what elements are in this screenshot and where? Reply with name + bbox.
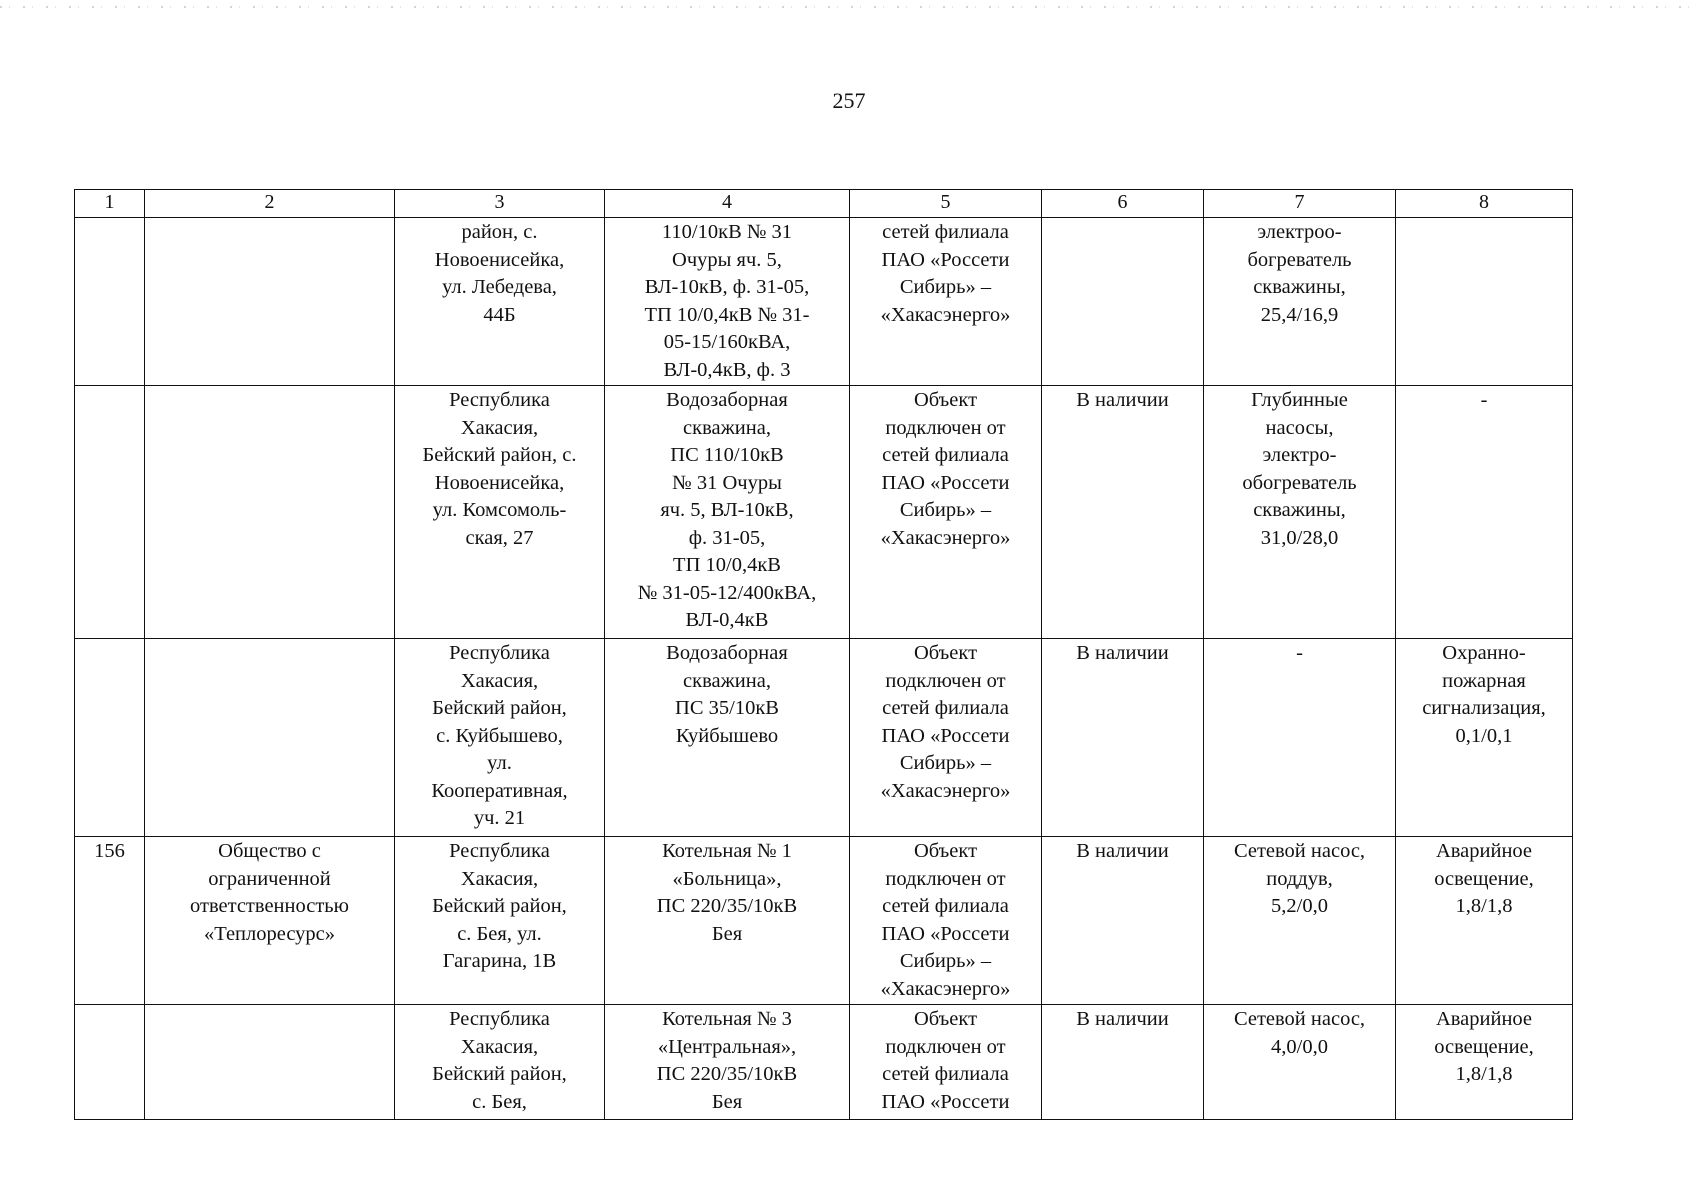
cell-supply-object: Котельная № 3 «Центральная», ПС 220/35/10кВ Бея <box>605 1005 850 1120</box>
cell-address: район, с. Новоенисейка, ул. Лебедева, 44Б <box>395 218 605 386</box>
cell-number <box>75 1005 145 1120</box>
cell-equipment: Глубинные насосы, электро- обогреватель скважины, 31,0/28,0 <box>1204 386 1396 639</box>
cell-supply-object: Водозаборная скважина, ПС 110/10кВ № 31 Очуры яч. 5, ВЛ-10кВ, ф. 31-05, ТП 10/0,4кВ № 31-05-12/400кВА, ВЛ-0,4кВ <box>605 386 850 639</box>
header-cell-8: 8 <box>1396 190 1573 218</box>
cell-organization <box>145 639 395 837</box>
header-cell-2: 2 <box>145 190 395 218</box>
cell-organization <box>145 1005 395 1120</box>
cell-other-equipment: - <box>1396 386 1573 639</box>
cell-equipment: Сетевой насос, 4,0/0,0 <box>1204 1005 1396 1120</box>
cell-connection: сетей филиала ПАО «Россети Сибирь» – «Хакасэнерго» <box>850 218 1042 386</box>
cell-address: Республика Хакасия, Бейский район, с. Куйбышево, ул. Кооперативная, уч. 21 <box>395 639 605 837</box>
cell-equipment: - <box>1204 639 1396 837</box>
header-cell-3: 3 <box>395 190 605 218</box>
header-cell-1: 1 <box>75 190 145 218</box>
cell-organization <box>145 218 395 386</box>
table-header-row <box>75 190 1573 218</box>
cell-other-equipment: Охранно- пожарная сигнализация, 0,1/0,1 <box>1396 639 1573 837</box>
table-row <box>75 1005 1573 1120</box>
table-row <box>75 218 1573 386</box>
cell-number <box>75 639 145 837</box>
cell-other-equipment: Аварийное освещение, 1,8/1,8 <box>1396 837 1573 1005</box>
table-row <box>75 639 1573 837</box>
cell-availability: В наличии <box>1042 837 1204 1005</box>
cell-availability: В наличии <box>1042 1005 1204 1120</box>
cell-organization: Общество с ограниченной ответственностью «Теплоресурс» <box>145 837 395 1005</box>
cell-address: Республика Хакасия, Бейский район, с. Бея, ул. Гагарина, 1В <box>395 837 605 1005</box>
header-cell-7: 7 <box>1204 190 1396 218</box>
cell-address: Республика Хакасия, Бейский район, с. Бея, <box>395 1005 605 1120</box>
table-row <box>75 386 1573 639</box>
cell-availability <box>1042 218 1204 386</box>
cell-equipment: электроо- богреватель скважины, 25,4/16,9 <box>1204 218 1396 386</box>
cell-connection: Объект подключен от сетей филиала ПАО «Россети Сибирь» – «Хакасэнерго» <box>850 386 1042 639</box>
cell-organization <box>145 386 395 639</box>
cell-number: 156 <box>75 837 145 1005</box>
header-cell-6: 6 <box>1042 190 1204 218</box>
scan-edge-noise <box>0 6 1698 8</box>
table-row <box>75 837 1573 1005</box>
page-number: 257 <box>832 88 866 113</box>
cell-availability: В наличии <box>1042 386 1204 639</box>
cell-connection: Объект подключен от сетей филиала ПАО «Россети <box>850 1005 1042 1120</box>
cell-availability: В наличии <box>1042 639 1204 837</box>
cell-supply-object: Водозаборная скважина, ПС 35/10кВ Куйбышево <box>605 639 850 837</box>
cell-connection: Объект подключен от сетей филиала ПАО «Россети Сибирь» – «Хакасэнерго» <box>850 639 1042 837</box>
cell-supply-object: 110/10кВ № 31 Очуры яч. 5, ВЛ-10кВ, ф. 31-05, ТП 10/0,4кВ № 31- 05-15/160кВА, ВЛ-0,4кВ, ф. 3 <box>605 218 850 386</box>
header-cell-4: 4 <box>605 190 850 218</box>
cell-number <box>75 218 145 386</box>
cell-equipment: Сетевой насос, поддув, 5,2/0,0 <box>1204 837 1396 1005</box>
cell-number <box>75 386 145 639</box>
cell-other-equipment: Аварийное освещение, 1,8/1,8 <box>1396 1005 1573 1120</box>
cell-supply-object: Котельная № 1 «Больница», ПС 220/35/10кВ Бея <box>605 837 850 1005</box>
cell-address: Республика Хакасия, Бейский район, с. Новоенисейка, ул. Комсомоль- ская, 27 <box>395 386 605 639</box>
document-table <box>74 189 1573 1120</box>
cell-connection: Объект подключен от сетей филиала ПАО «Россети Сибирь» – «Хакасэнерго» <box>850 837 1042 1005</box>
header-cell-5: 5 <box>850 190 1042 218</box>
cell-other-equipment <box>1396 218 1573 386</box>
